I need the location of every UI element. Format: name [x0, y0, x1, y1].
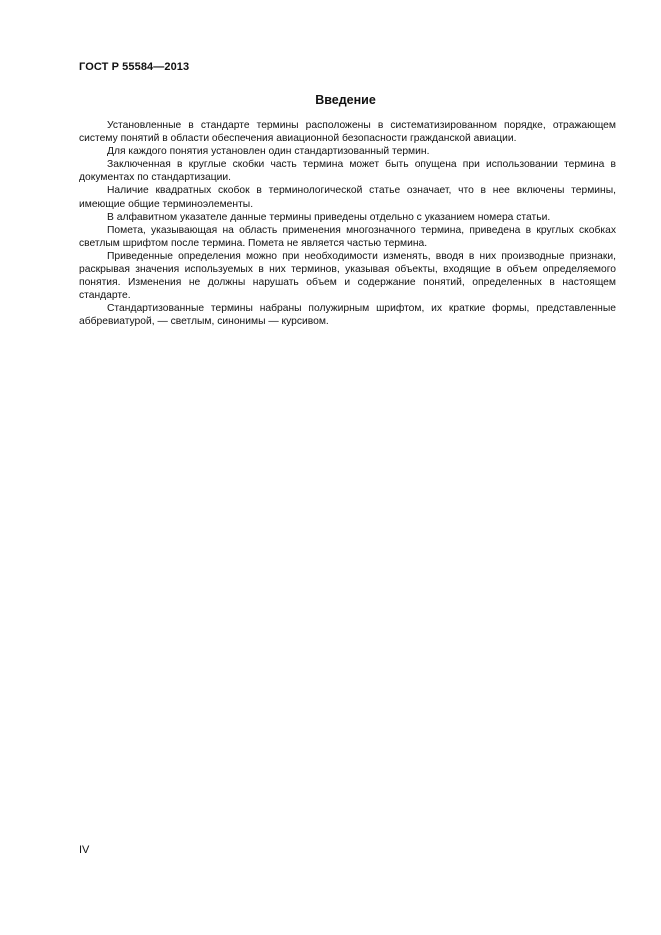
paragraph-typography: Стандартизованные термины набраны полужирным шрифтом, их краткие формы, представленные аббревиатурой, — светлым, синонимы — курсивом.	[79, 303, 616, 328]
section-title: Введение	[315, 93, 376, 107]
paragraph-usage-mark: Помета, указывающая на область применения многозначного термина, приведена в круглых скобках светлым шрифтом после термина. Помета не является частью термина.	[79, 224, 616, 249]
standard-code-header: ГОСТ Р 55584—2013	[79, 61, 190, 73]
paragraph-single-term: Для каждого понятия установлен один стандартизованный термин.	[107, 146, 430, 158]
paragraph-definitions: Приведенные определения можно при необходимости изменять, вводя в них производные признаки, раскрывая значения используемых в них терминов, указывая объекты, входящие в объем определяемого понятия. Изменения не должны нарушать объем и содержание понятий, определенных в настоящем стандарте.	[79, 250, 616, 302]
paragraph-alphabetical-index: В алфавитном указателе данные термины приведены отдельно с указанием номера статьи.	[107, 211, 551, 223]
page-number: IV	[79, 844, 90, 856]
paragraph-square-brackets: Наличие квадратных скобок в терминологической статье означает, что в нее включены термины, имеющие общие терминоэлементы.	[79, 185, 616, 210]
introduction-body	[79, 119, 616, 329]
paragraph-term-ordering: Установленные в стандарте термины расположены в систематизированном порядке, отражающем систему понятий в области обеспечения авиационной безопасности гражданской авиации.	[79, 120, 616, 145]
paragraph-round-brackets: Заключенная в круглые скобки часть термина может быть опущена при использовании термина в документах по стандартизации.	[79, 159, 616, 184]
